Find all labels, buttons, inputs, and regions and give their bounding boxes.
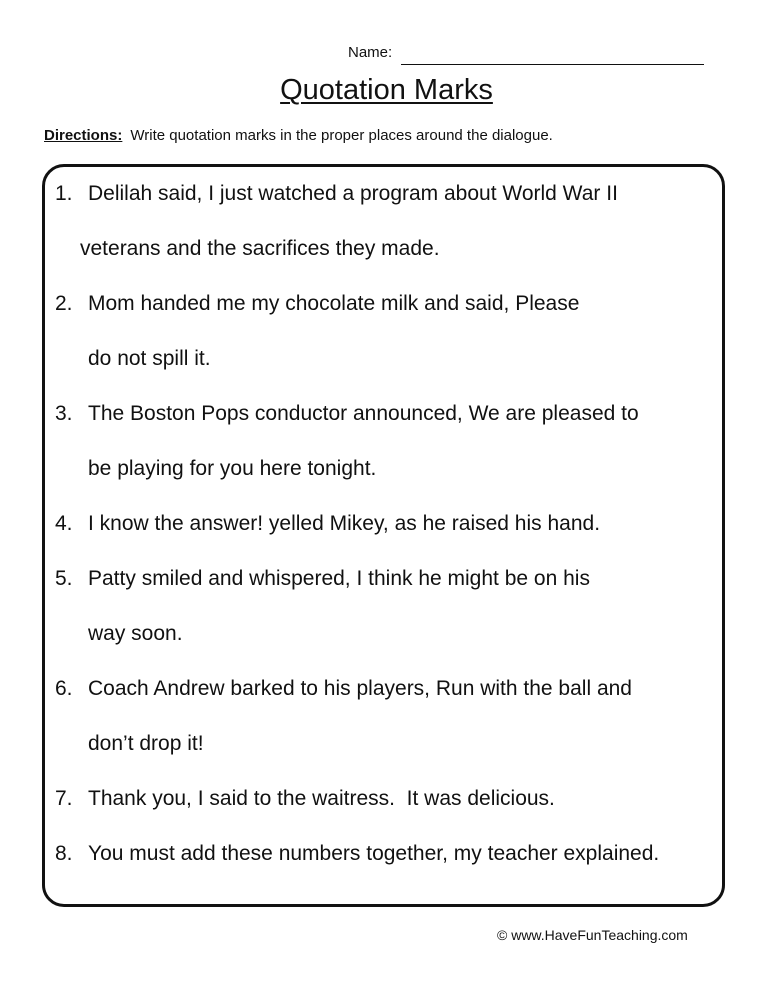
list-item-4-line1 — [55, 512, 600, 536]
list-item-1-line2: veterans and the sacrifices they made. — [80, 237, 440, 260]
item-number: 3. — [55, 402, 73, 425]
item-number: 4. — [55, 512, 73, 535]
directions-label: Directions: — [44, 127, 123, 144]
list-item-8-line1 — [55, 842, 659, 866]
list-item-5-line2: way soon. — [88, 622, 183, 645]
list-item-1-line1 — [55, 182, 618, 206]
name-label: Name: — [348, 44, 393, 61]
item-text: Delilah said, I just watched a program about World War II — [88, 182, 618, 205]
item-text: I know the answer! yelled Mikey, as he raised his hand. — [88, 512, 601, 535]
item-text: You must add these numbers together, my teacher explained. — [88, 842, 660, 865]
copyright-footer: © www.HaveFunTeaching.com — [497, 927, 688, 943]
list-item-2-line2: do not spill it. — [88, 347, 211, 370]
item-text: Thank you, I said to the waitress. It was delicious. — [88, 787, 555, 810]
item-number: 1. — [55, 182, 73, 205]
list-item-3-line1 — [55, 402, 639, 426]
list-item-2-line1 — [55, 292, 579, 316]
list-item-3-line2: be playing for you here tonight. — [88, 457, 377, 480]
item-text: Patty smiled and whispered, I think he might be on his — [88, 567, 590, 590]
item-text: Coach Andrew barked to his players, Run with the ball and — [88, 677, 632, 700]
list-item-5-line1 — [55, 567, 590, 591]
item-number: 8. — [55, 842, 73, 865]
item-text: The Boston Pops conductor announced, We are pleased to — [88, 402, 639, 425]
item-number: 6. — [55, 677, 73, 700]
page-title: Quotation Marks — [280, 74, 493, 106]
item-number: 2. — [55, 292, 73, 315]
item-text: Mom handed me my chocolate milk and said, Please — [88, 292, 580, 315]
item-number: 5. — [55, 567, 73, 590]
directions — [44, 127, 553, 144]
list-item-6-line1 — [55, 677, 632, 701]
name-field[interactable] — [401, 64, 704, 65]
list-item-7-line1 — [55, 787, 555, 811]
directions-text: Write quotation marks in the proper places around the dialogue. — [130, 127, 553, 144]
item-number: 7. — [55, 787, 73, 810]
list-item-6-line2: don’t drop it! — [88, 732, 204, 755]
